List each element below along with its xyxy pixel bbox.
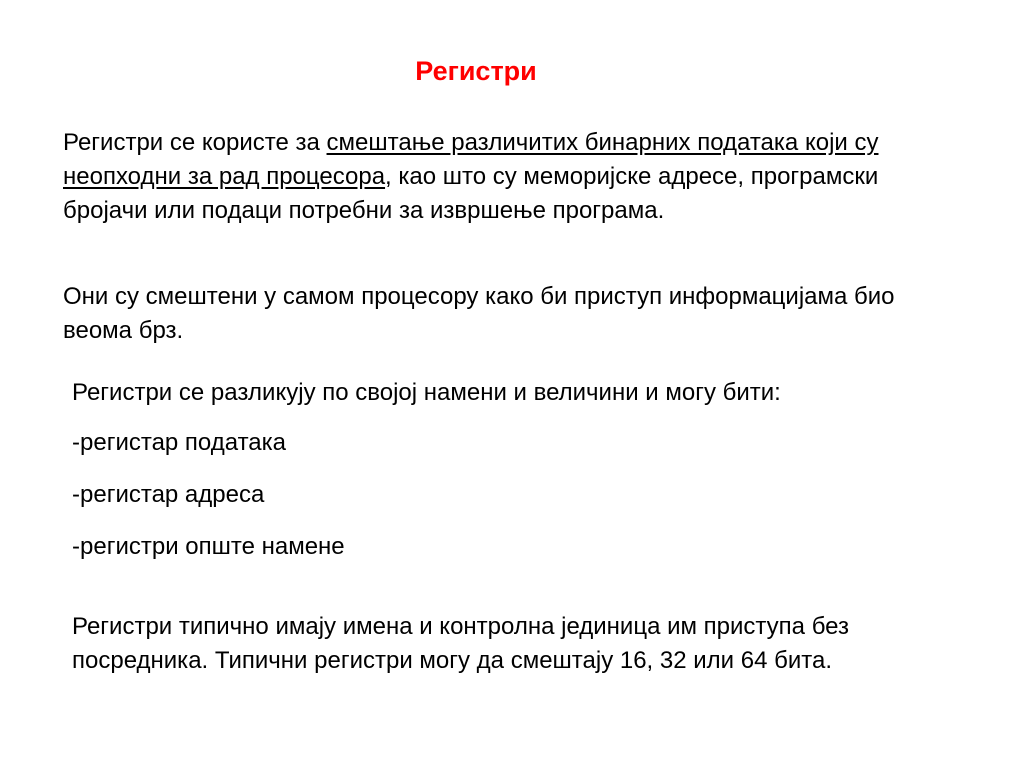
location-paragraph: Они су смештени у самом процесору како би приступ информацијама био веома брз. [63, 283, 895, 344]
list-item-address-register: -регистар адреса [72, 481, 265, 508]
summary-paragraph: Регистри типично имају имена и контролна јединица им приступа без посредника. Типични регистри могу да смештају 16, 32 или 64 бита. [72, 613, 849, 674]
intro-text-start: Регистри се користе за [63, 129, 327, 156]
register-types-list [72, 376, 952, 564]
list-item-general-purpose-register: -регистри опште намене [72, 533, 345, 560]
list-item-data-register: -регистар података [72, 429, 287, 456]
list-intro: Регистри се разликују по својој намени и величини и могу бити: [72, 379, 781, 406]
intro-underlined-text: смештање различитих бинарних података који су неопходни за рад процесора [63, 129, 879, 190]
intro-text-end: , као што су меморијске адресе, програмски бројачи или подаци потребни за извршење програма. [63, 163, 879, 224]
intro-paragraph [63, 126, 943, 228]
slide-title: Регистри [415, 56, 537, 86]
